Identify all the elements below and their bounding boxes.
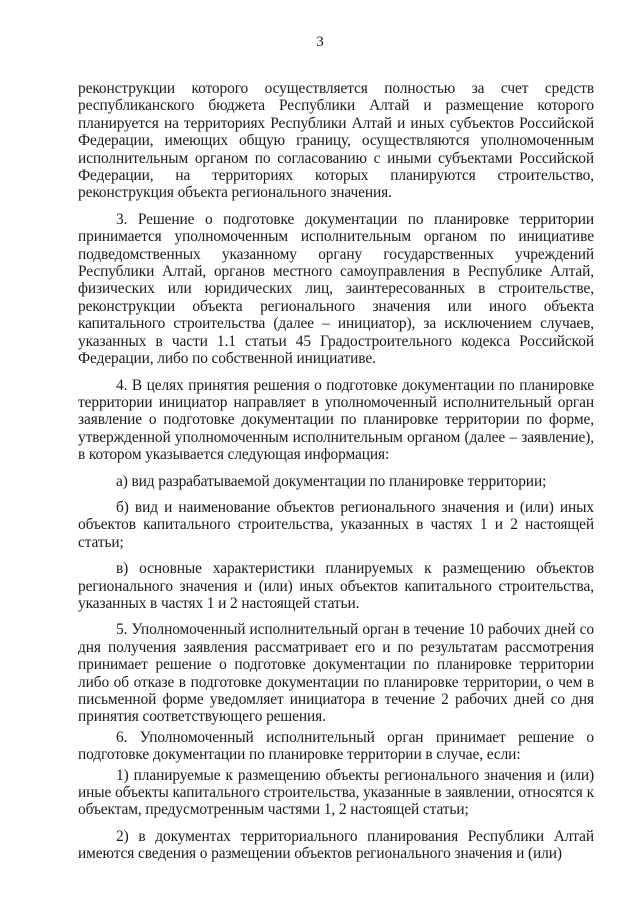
document-body bbox=[78, 80, 594, 863]
paragraph-continuation: реконструкции которого осуществляется полностью за счет средств республиканского бюджета Республики Алтай и размещение которого планируется на территориях Республики Алтай и иных субъектов Российской Федерации, имеющих общую границу, осуществляются уполномоченным исполнительным органом по согласованию с иными субъектами Российской Федерации, на территориях которых планируются строительство, реконструкция объекта регионального значения. bbox=[78, 80, 594, 202]
paragraph-4-item-a: а) вид разрабатываемой документации по планировке территории; bbox=[116, 472, 547, 490]
paragraph-6-item-1: 1) планируемые к размещению объекты регионального значения и (или) иные объекты капитального строительства, указанные в заявлении, относятся к объектам, предусмотренным частями 1, 2 настоящей статьи; bbox=[78, 766, 594, 819]
paragraph-4-item-b: б) вид и наименование объектов регионального значения и (или) иных объектов капитального строительства, указанных в частях 1 и 2 настоящей статьи; bbox=[78, 498, 594, 551]
paragraph-3: 3. Решение о подготовке документации по планировке территории принимается уполномоченным исполнительным органом по инициативе подведомственных указанному органу государственных учреждений Республики Алтай, органов местного самоуправления в Республике Алтай, физических или юридических лиц, заинтересованных в строительстве, реконструкции объекта регионального значения или иного объекта капитального строительства (далее – инициатор), за исключением случаев, указанных в части 1.1 статьи 45 Градостроительного кодекса Российской Федерации, либо по собственной инициативе. bbox=[78, 210, 594, 368]
paragraph-6-item-2: 2) в документах территориального планирования Республики Алтай имеются сведения о размещении объектов регионального значения и (или) bbox=[78, 827, 594, 863]
page-number: 3 bbox=[316, 34, 324, 50]
paragraph-4: 4. В целях принятия решения о подготовке документации по планировке территории инициатор направляет в уполномоченный исполнительный орган заявление о подготовке документации по планировке территории по форме, утвержденной уполномоченным исполнительным органом (далее – заявление), в котором указывается следующая информация: bbox=[78, 376, 594, 464]
paragraph-4-item-v: в) основные характеристики планируемых к размещению объектов регионального значения и (или) иных объектов капитального строительства, указанных в частях 1 и 2 настоящей статьи. bbox=[78, 560, 594, 612]
paragraph-6: 6. Уполномоченный исполнительный орган принимает решение о подготовке документации по планировке территории в случае, если: bbox=[78, 728, 594, 764]
paragraph-5: 5. Уполномоченный исполнительный орган в течение 10 рабочих дней со дня получения заявления рассматривает его и по результатам рассмотрения принимает решение о подготовке документации по планировке территории либо об отказе в подготовке документации по планировке территории, о чем в письменной форме уведомляет инициатора в течение 2 рабочих дней со дня принятия соответствующего решения. bbox=[78, 621, 594, 726]
